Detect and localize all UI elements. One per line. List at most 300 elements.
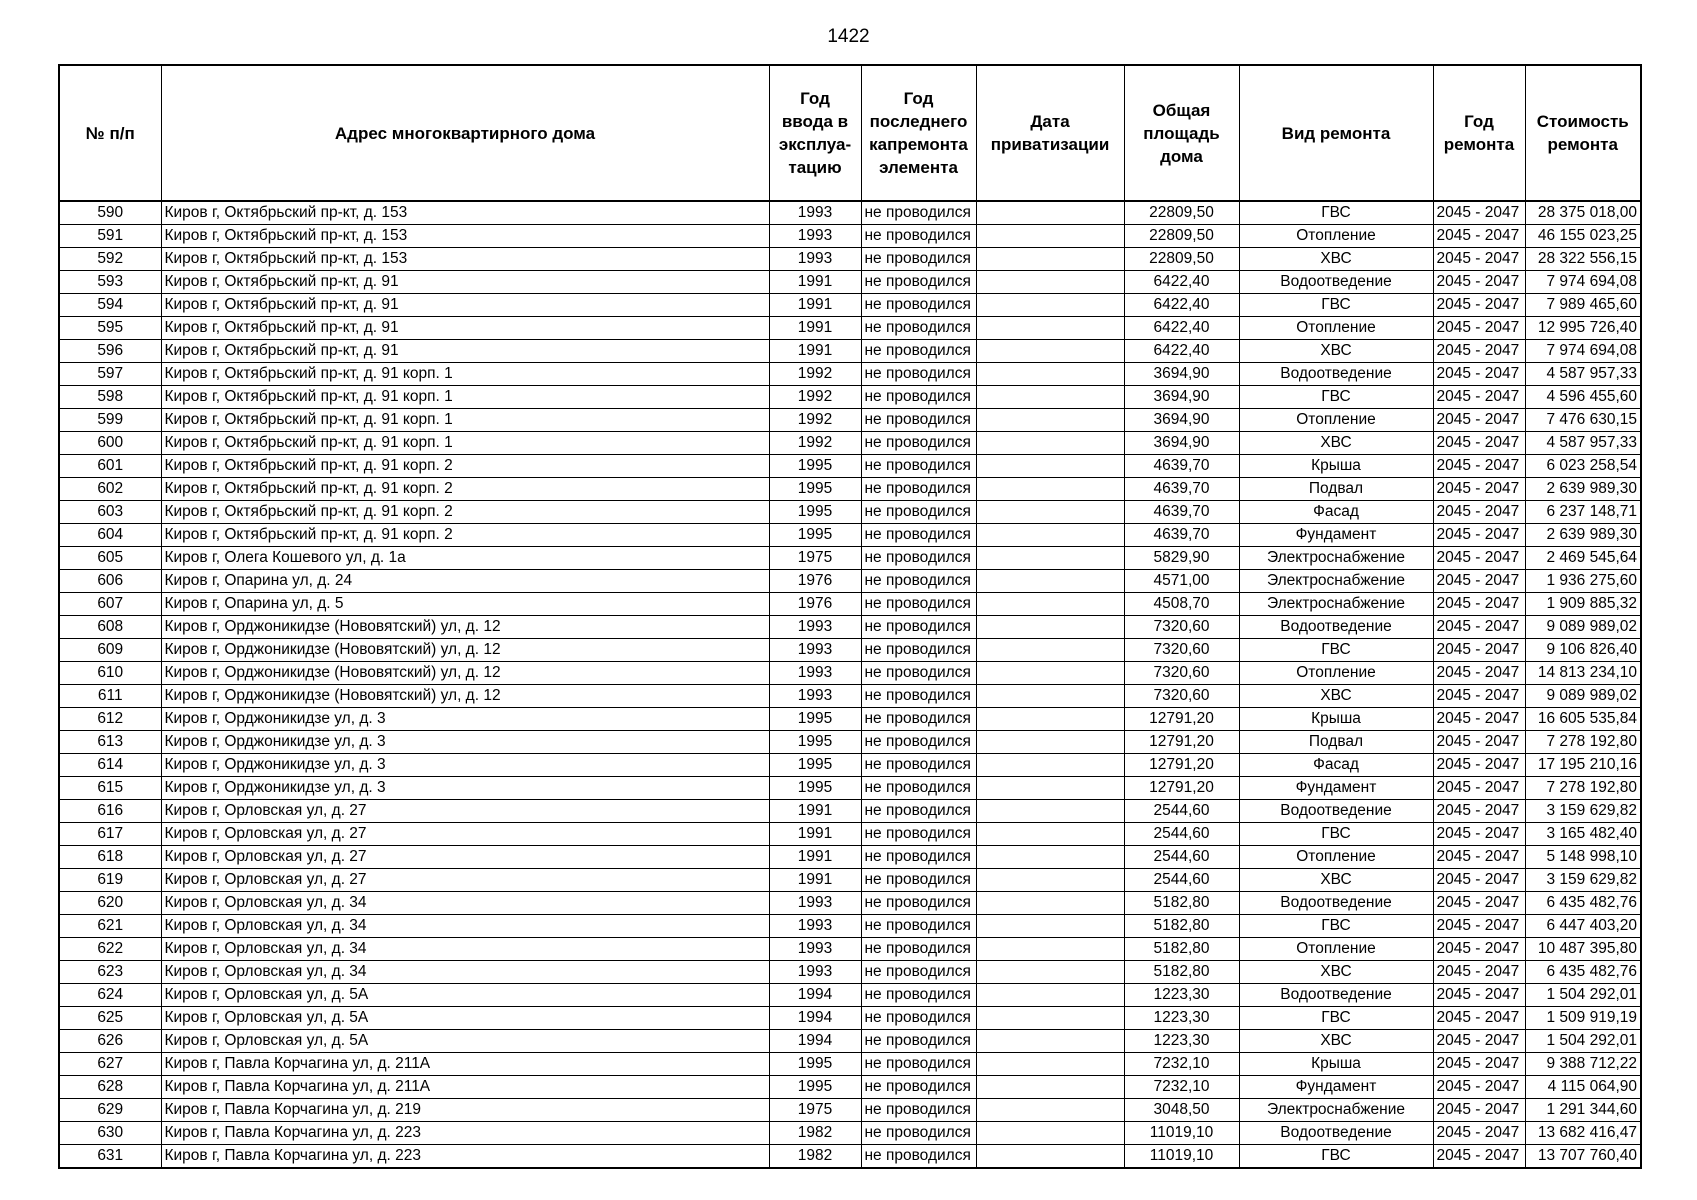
year-built-cell: 1995 — [769, 478, 861, 501]
repair-type-cell: Крыша — [1239, 455, 1433, 478]
cost-cell: 6 447 403,20 — [1525, 915, 1641, 938]
row-number: 616 — [59, 800, 161, 823]
address-cell: Киров г, Октябрьский пр-кт, д. 91 — [161, 317, 769, 340]
row-number: 621 — [59, 915, 161, 938]
year-built-cell: 1995 — [769, 1053, 861, 1076]
table-row — [59, 984, 1641, 1007]
year-built-cell: 1995 — [769, 777, 861, 800]
privatization-cell — [976, 409, 1124, 432]
repair-type-cell: ХВС — [1239, 1030, 1433, 1053]
row-number: 604 — [59, 524, 161, 547]
table-row — [59, 225, 1641, 248]
year-built-cell: 1992 — [769, 386, 861, 409]
repair-type-cell: Фундамент — [1239, 1076, 1433, 1099]
header-address: Адрес многоквартирного дома — [161, 65, 769, 201]
address-cell: Киров г, Орджоникидзе ул, д. 3 — [161, 731, 769, 754]
privatization-cell — [976, 777, 1124, 800]
year-built-cell: 1994 — [769, 984, 861, 1007]
cost-cell: 4 596 455,60 — [1525, 386, 1641, 409]
repair-type-cell: Водоотведение — [1239, 363, 1433, 386]
row-number: 623 — [59, 961, 161, 984]
year-built-cell: 1993 — [769, 685, 861, 708]
address-cell: Киров г, Октябрьский пр-кт, д. 91 — [161, 294, 769, 317]
year-built-cell: 1993 — [769, 892, 861, 915]
area-cell: 22809,50 — [1124, 248, 1239, 271]
row-number: 624 — [59, 984, 161, 1007]
area-cell: 11019,10 — [1124, 1145, 1239, 1169]
last-repair-cell: не проводился — [861, 455, 976, 478]
year-built-cell: 1991 — [769, 800, 861, 823]
privatization-cell — [976, 340, 1124, 363]
table-row — [59, 915, 1641, 938]
last-repair-cell: не проводился — [861, 1030, 976, 1053]
repair-type-cell: ГВС — [1239, 639, 1433, 662]
cost-cell: 1 504 292,01 — [1525, 1030, 1641, 1053]
year-built-cell: 1994 — [769, 1007, 861, 1030]
last-repair-cell: не проводился — [861, 800, 976, 823]
row-number: 592 — [59, 248, 161, 271]
last-repair-cell: не проводился — [861, 248, 976, 271]
repair-year-cell: 2045 - 2047 — [1433, 547, 1525, 570]
cost-cell: 9 388 712,22 — [1525, 1053, 1641, 1076]
area-cell: 2544,60 — [1124, 800, 1239, 823]
last-repair-cell: не проводился — [861, 846, 976, 869]
last-repair-cell: не проводился — [861, 1053, 976, 1076]
cost-cell: 4 587 957,33 — [1525, 363, 1641, 386]
row-number: 617 — [59, 823, 161, 846]
row-number: 630 — [59, 1122, 161, 1145]
repair-year-cell: 2045 - 2047 — [1433, 731, 1525, 754]
last-repair-cell: не проводился — [861, 777, 976, 800]
privatization-cell — [976, 800, 1124, 823]
year-built-cell: 1982 — [769, 1122, 861, 1145]
repair-year-cell: 2045 - 2047 — [1433, 386, 1525, 409]
repair-year-cell: 2045 - 2047 — [1433, 823, 1525, 846]
last-repair-cell: не проводился — [861, 616, 976, 639]
row-number: 625 — [59, 1007, 161, 1030]
repair-year-cell: 2045 - 2047 — [1433, 846, 1525, 869]
area-cell: 4639,70 — [1124, 501, 1239, 524]
address-cell: Киров г, Октябрьский пр-кт, д. 91 корп. 2 — [161, 501, 769, 524]
cost-cell: 1 909 885,32 — [1525, 593, 1641, 616]
repair-year-cell: 2045 - 2047 — [1433, 432, 1525, 455]
last-repair-cell: не проводился — [861, 501, 976, 524]
row-number: 599 — [59, 409, 161, 432]
repair-type-cell: ГВС — [1239, 386, 1433, 409]
year-built-cell: 1995 — [769, 708, 861, 731]
last-repair-cell: не проводился — [861, 409, 976, 432]
privatization-cell — [976, 294, 1124, 317]
last-repair-cell: не проводился — [861, 1145, 976, 1169]
cost-cell: 5 148 998,10 — [1525, 846, 1641, 869]
cost-cell: 13 682 416,47 — [1525, 1122, 1641, 1145]
repair-year-cell: 2045 - 2047 — [1433, 501, 1525, 524]
repair-year-cell: 2045 - 2047 — [1433, 455, 1525, 478]
table-row — [59, 271, 1641, 294]
repair-year-cell: 2045 - 2047 — [1433, 524, 1525, 547]
address-cell: Киров г, Орловская ул, д. 27 — [161, 823, 769, 846]
repair-year-cell: 2045 - 2047 — [1433, 570, 1525, 593]
address-cell: Киров г, Октябрьский пр-кт, д. 91 — [161, 340, 769, 363]
header-repair-year: Год ремонта — [1433, 65, 1525, 201]
repair-type-cell: Отопление — [1239, 409, 1433, 432]
last-repair-cell: не проводился — [861, 570, 976, 593]
cost-cell: 9 089 989,02 — [1525, 685, 1641, 708]
table-row — [59, 823, 1641, 846]
year-built-cell: 1992 — [769, 409, 861, 432]
privatization-cell — [976, 1099, 1124, 1122]
repair-year-cell: 2045 - 2047 — [1433, 1145, 1525, 1169]
cost-cell: 6 237 148,71 — [1525, 501, 1641, 524]
repair-year-cell: 2045 - 2047 — [1433, 915, 1525, 938]
repair-type-cell: Фундамент — [1239, 777, 1433, 800]
repair-type-cell: Фасад — [1239, 501, 1433, 524]
repair-year-cell: 2045 - 2047 — [1433, 892, 1525, 915]
address-cell: Киров г, Опарина ул, д. 24 — [161, 570, 769, 593]
repair-year-cell: 2045 - 2047 — [1433, 1030, 1525, 1053]
year-built-cell: 1991 — [769, 869, 861, 892]
last-repair-cell: не проводился — [861, 524, 976, 547]
last-repair-cell: не проводился — [861, 363, 976, 386]
cost-cell: 28 375 018,00 — [1525, 201, 1641, 225]
table-row — [59, 570, 1641, 593]
year-built-cell: 1993 — [769, 201, 861, 225]
row-number: 612 — [59, 708, 161, 731]
cost-cell: 7 278 192,80 — [1525, 731, 1641, 754]
address-cell: Киров г, Октябрьский пр-кт, д. 91 корп. 2 — [161, 478, 769, 501]
area-cell: 4508,70 — [1124, 593, 1239, 616]
repair-type-cell: ХВС — [1239, 248, 1433, 271]
repair-year-cell: 2045 - 2047 — [1433, 317, 1525, 340]
area-cell: 3694,90 — [1124, 432, 1239, 455]
area-cell: 1223,30 — [1124, 984, 1239, 1007]
area-cell: 11019,10 — [1124, 1122, 1239, 1145]
address-cell: Киров г, Орджоникидзе (Нововятский) ул, д. 12 — [161, 616, 769, 639]
address-cell: Киров г, Орловская ул, д. 34 — [161, 892, 769, 915]
address-cell: Киров г, Павла Корчагина ул, д. 223 — [161, 1145, 769, 1169]
area-cell: 5182,80 — [1124, 892, 1239, 915]
privatization-cell — [976, 708, 1124, 731]
year-built-cell: 1991 — [769, 340, 861, 363]
repair-year-cell: 2045 - 2047 — [1433, 1076, 1525, 1099]
privatization-cell — [976, 501, 1124, 524]
year-built-cell: 1991 — [769, 271, 861, 294]
header-repair-type: Вид ремонта — [1239, 65, 1433, 201]
last-repair-cell: не проводился — [861, 731, 976, 754]
year-built-cell: 1993 — [769, 915, 861, 938]
table-row — [59, 938, 1641, 961]
privatization-cell — [976, 846, 1124, 869]
area-cell: 5182,80 — [1124, 961, 1239, 984]
row-number: 596 — [59, 340, 161, 363]
address-cell: Киров г, Орловская ул, д. 5А — [161, 984, 769, 1007]
year-built-cell: 1994 — [769, 1030, 861, 1053]
repair-type-cell: Фундамент — [1239, 524, 1433, 547]
area-cell: 22809,50 — [1124, 201, 1239, 225]
address-cell: Киров г, Павла Корчагина ул, д. 211А — [161, 1053, 769, 1076]
address-cell: Киров г, Октябрьский пр-кт, д. 153 — [161, 225, 769, 248]
area-cell: 5182,80 — [1124, 938, 1239, 961]
repair-year-cell: 2045 - 2047 — [1433, 201, 1525, 225]
area-cell: 4639,70 — [1124, 478, 1239, 501]
table-row — [59, 524, 1641, 547]
privatization-cell — [976, 201, 1124, 225]
area-cell: 6422,40 — [1124, 317, 1239, 340]
area-cell: 7320,60 — [1124, 639, 1239, 662]
cost-cell: 7 989 465,60 — [1525, 294, 1641, 317]
repair-year-cell: 2045 - 2047 — [1433, 662, 1525, 685]
cost-cell: 10 487 395,80 — [1525, 938, 1641, 961]
privatization-cell — [976, 754, 1124, 777]
repair-type-cell: Водоотведение — [1239, 800, 1433, 823]
area-cell: 2544,60 — [1124, 869, 1239, 892]
privatization-cell — [976, 547, 1124, 570]
repair-year-cell: 2045 - 2047 — [1433, 984, 1525, 1007]
table-row — [59, 1053, 1641, 1076]
table-row — [59, 340, 1641, 363]
cost-cell: 17 195 210,16 — [1525, 754, 1641, 777]
privatization-cell — [976, 524, 1124, 547]
row-number: 597 — [59, 363, 161, 386]
row-number: 595 — [59, 317, 161, 340]
privatization-cell — [976, 892, 1124, 915]
area-cell: 7232,10 — [1124, 1053, 1239, 1076]
last-repair-cell: не проводился — [861, 340, 976, 363]
table-row — [59, 593, 1641, 616]
year-built-cell: 1976 — [769, 593, 861, 616]
privatization-cell — [976, 662, 1124, 685]
last-repair-cell: не проводился — [861, 547, 976, 570]
row-number: 609 — [59, 639, 161, 662]
address-cell: Киров г, Орловская ул, д. 34 — [161, 961, 769, 984]
year-built-cell: 1992 — [769, 432, 861, 455]
repair-type-cell: ХВС — [1239, 869, 1433, 892]
cost-cell: 7 974 694,08 — [1525, 340, 1641, 363]
repair-year-cell: 2045 - 2047 — [1433, 869, 1525, 892]
year-built-cell: 1993 — [769, 616, 861, 639]
repair-type-cell: Отопление — [1239, 846, 1433, 869]
table-body — [59, 201, 1641, 1168]
area-cell: 3694,90 — [1124, 363, 1239, 386]
year-built-cell: 1975 — [769, 1099, 861, 1122]
repair-type-cell: Водоотведение — [1239, 1122, 1433, 1145]
cost-cell: 2 639 989,30 — [1525, 478, 1641, 501]
area-cell: 7320,60 — [1124, 616, 1239, 639]
last-repair-cell: не проводился — [861, 1076, 976, 1099]
row-number: 601 — [59, 455, 161, 478]
area-cell: 2544,60 — [1124, 823, 1239, 846]
last-repair-cell: не проводился — [861, 708, 976, 731]
last-repair-cell: не проводился — [861, 938, 976, 961]
last-repair-cell: не проводился — [861, 432, 976, 455]
repair-type-cell: Водоотведение — [1239, 616, 1433, 639]
cost-cell: 9 106 826,40 — [1525, 639, 1641, 662]
year-built-cell: 1975 — [769, 547, 861, 570]
row-number: 631 — [59, 1145, 161, 1169]
privatization-cell — [976, 1030, 1124, 1053]
row-number: 619 — [59, 869, 161, 892]
cost-cell: 6 435 482,76 — [1525, 961, 1641, 984]
privatization-cell — [976, 386, 1124, 409]
privatization-cell — [976, 432, 1124, 455]
row-number: 594 — [59, 294, 161, 317]
last-repair-cell: не проводился — [861, 1007, 976, 1030]
repair-year-cell: 2045 - 2047 — [1433, 938, 1525, 961]
area-cell: 4639,70 — [1124, 455, 1239, 478]
privatization-cell — [976, 1122, 1124, 1145]
cost-cell: 1 504 292,01 — [1525, 984, 1641, 1007]
year-built-cell: 1992 — [769, 363, 861, 386]
repair-year-cell: 2045 - 2047 — [1433, 593, 1525, 616]
cost-cell: 4 115 064,90 — [1525, 1076, 1641, 1099]
address-cell: Киров г, Орджоникидзе (Нововятский) ул, д. 12 — [161, 662, 769, 685]
privatization-cell — [976, 1053, 1124, 1076]
header-privatization: Дата приватизации — [976, 65, 1124, 201]
area-cell: 6422,40 — [1124, 271, 1239, 294]
last-repair-cell: не проводился — [861, 984, 976, 1007]
table-row — [59, 294, 1641, 317]
repair-year-cell: 2045 - 2047 — [1433, 777, 1525, 800]
privatization-cell — [976, 317, 1124, 340]
row-number: 591 — [59, 225, 161, 248]
cost-cell: 7 974 694,08 — [1525, 271, 1641, 294]
area-cell: 3694,90 — [1124, 386, 1239, 409]
repair-year-cell: 2045 - 2047 — [1433, 1007, 1525, 1030]
row-number: 629 — [59, 1099, 161, 1122]
year-built-cell: 1995 — [769, 754, 861, 777]
privatization-cell — [976, 938, 1124, 961]
repair-year-cell: 2045 - 2047 — [1433, 225, 1525, 248]
repair-year-cell: 2045 - 2047 — [1433, 800, 1525, 823]
row-number: 590 — [59, 201, 161, 225]
last-repair-cell: не проводился — [861, 685, 976, 708]
address-cell: Киров г, Орловская ул, д. 34 — [161, 915, 769, 938]
address-cell: Киров г, Октябрьский пр-кт, д. 91 — [161, 271, 769, 294]
table-row — [59, 1007, 1641, 1030]
repair-year-cell: 2045 - 2047 — [1433, 1122, 1525, 1145]
cost-cell: 13 707 760,40 — [1525, 1145, 1641, 1169]
repair-type-cell: Подвал — [1239, 478, 1433, 501]
area-cell: 7320,60 — [1124, 662, 1239, 685]
address-cell: Киров г, Опарина ул, д. 5 — [161, 593, 769, 616]
area-cell: 2544,60 — [1124, 846, 1239, 869]
repair-year-cell: 2045 - 2047 — [1433, 708, 1525, 731]
cost-cell: 4 587 957,33 — [1525, 432, 1641, 455]
address-cell: Киров г, Орловская ул, д. 27 — [161, 800, 769, 823]
repair-year-cell: 2045 - 2047 — [1433, 340, 1525, 363]
repair-year-cell: 2045 - 2047 — [1433, 616, 1525, 639]
table-row — [59, 1099, 1641, 1122]
repair-type-cell: ХВС — [1239, 340, 1433, 363]
row-number: 627 — [59, 1053, 161, 1076]
table-row — [59, 363, 1641, 386]
table-row — [59, 201, 1641, 225]
privatization-cell — [976, 869, 1124, 892]
row-number: 618 — [59, 846, 161, 869]
year-built-cell: 1993 — [769, 225, 861, 248]
year-built-cell: 1993 — [769, 639, 861, 662]
privatization-cell — [976, 225, 1124, 248]
table-row — [59, 754, 1641, 777]
privatization-cell — [976, 823, 1124, 846]
repair-type-cell: ГВС — [1239, 915, 1433, 938]
area-cell: 1223,30 — [1124, 1030, 1239, 1053]
cost-cell: 6 435 482,76 — [1525, 892, 1641, 915]
area-cell: 6422,40 — [1124, 340, 1239, 363]
privatization-cell — [976, 363, 1124, 386]
privatization-cell — [976, 984, 1124, 1007]
header-year-built: Год ввода в эксплуа-тацию — [769, 65, 861, 201]
year-built-cell: 1993 — [769, 248, 861, 271]
year-built-cell: 1991 — [769, 846, 861, 869]
table-row — [59, 1030, 1641, 1053]
table-row — [59, 409, 1641, 432]
privatization-cell — [976, 1076, 1124, 1099]
cost-cell: 12 995 726,40 — [1525, 317, 1641, 340]
last-repair-cell: не проводился — [861, 593, 976, 616]
table-row — [59, 800, 1641, 823]
cost-cell: 1 509 919,19 — [1525, 1007, 1641, 1030]
last-repair-cell: не проводился — [861, 1099, 976, 1122]
table-row — [59, 846, 1641, 869]
header-num: № п/п — [59, 65, 161, 201]
last-repair-cell: не проводился — [861, 1122, 976, 1145]
address-cell: Киров г, Орловская ул, д. 27 — [161, 846, 769, 869]
area-cell: 12791,20 — [1124, 708, 1239, 731]
repair-type-cell: Подвал — [1239, 731, 1433, 754]
table-row — [59, 616, 1641, 639]
table-row — [59, 777, 1641, 800]
repair-type-cell: ГВС — [1239, 823, 1433, 846]
area-cell: 12791,20 — [1124, 777, 1239, 800]
year-built-cell: 1995 — [769, 524, 861, 547]
table-row — [59, 455, 1641, 478]
repair-type-cell: Электроснабжение — [1239, 1099, 1433, 1122]
area-cell: 4639,70 — [1124, 524, 1239, 547]
table-row — [59, 1122, 1641, 1145]
cost-cell: 7 476 630,15 — [1525, 409, 1641, 432]
last-repair-cell: не проводился — [861, 754, 976, 777]
last-repair-cell: не проводился — [861, 271, 976, 294]
year-built-cell: 1991 — [769, 823, 861, 846]
table-row — [59, 662, 1641, 685]
repair-year-cell: 2045 - 2047 — [1433, 685, 1525, 708]
last-repair-cell: не проводился — [861, 869, 976, 892]
year-built-cell: 1991 — [769, 317, 861, 340]
table-row — [59, 432, 1641, 455]
last-repair-cell: не проводился — [861, 478, 976, 501]
repair-year-cell: 2045 - 2047 — [1433, 248, 1525, 271]
year-built-cell: 1982 — [769, 1145, 861, 1169]
repair-type-cell: ГВС — [1239, 1007, 1433, 1030]
area-cell: 7320,60 — [1124, 685, 1239, 708]
cost-cell: 6 023 258,54 — [1525, 455, 1641, 478]
address-cell: Киров г, Орджоникидзе (Нововятский) ул, д. 12 — [161, 639, 769, 662]
table-row — [59, 248, 1641, 271]
repair-type-cell: ГВС — [1239, 1145, 1433, 1169]
cost-cell: 3 165 482,40 — [1525, 823, 1641, 846]
repair-type-cell: Фасад — [1239, 754, 1433, 777]
privatization-cell — [976, 248, 1124, 271]
row-number: 611 — [59, 685, 161, 708]
last-repair-cell: не проводился — [861, 961, 976, 984]
last-repair-cell: не проводился — [861, 294, 976, 317]
address-cell: Киров г, Орджоникидзе ул, д. 3 — [161, 754, 769, 777]
row-number: 598 — [59, 386, 161, 409]
repair-type-cell: Электроснабжение — [1239, 547, 1433, 570]
last-repair-cell: не проводился — [861, 639, 976, 662]
cost-cell: 2 469 545,64 — [1525, 547, 1641, 570]
